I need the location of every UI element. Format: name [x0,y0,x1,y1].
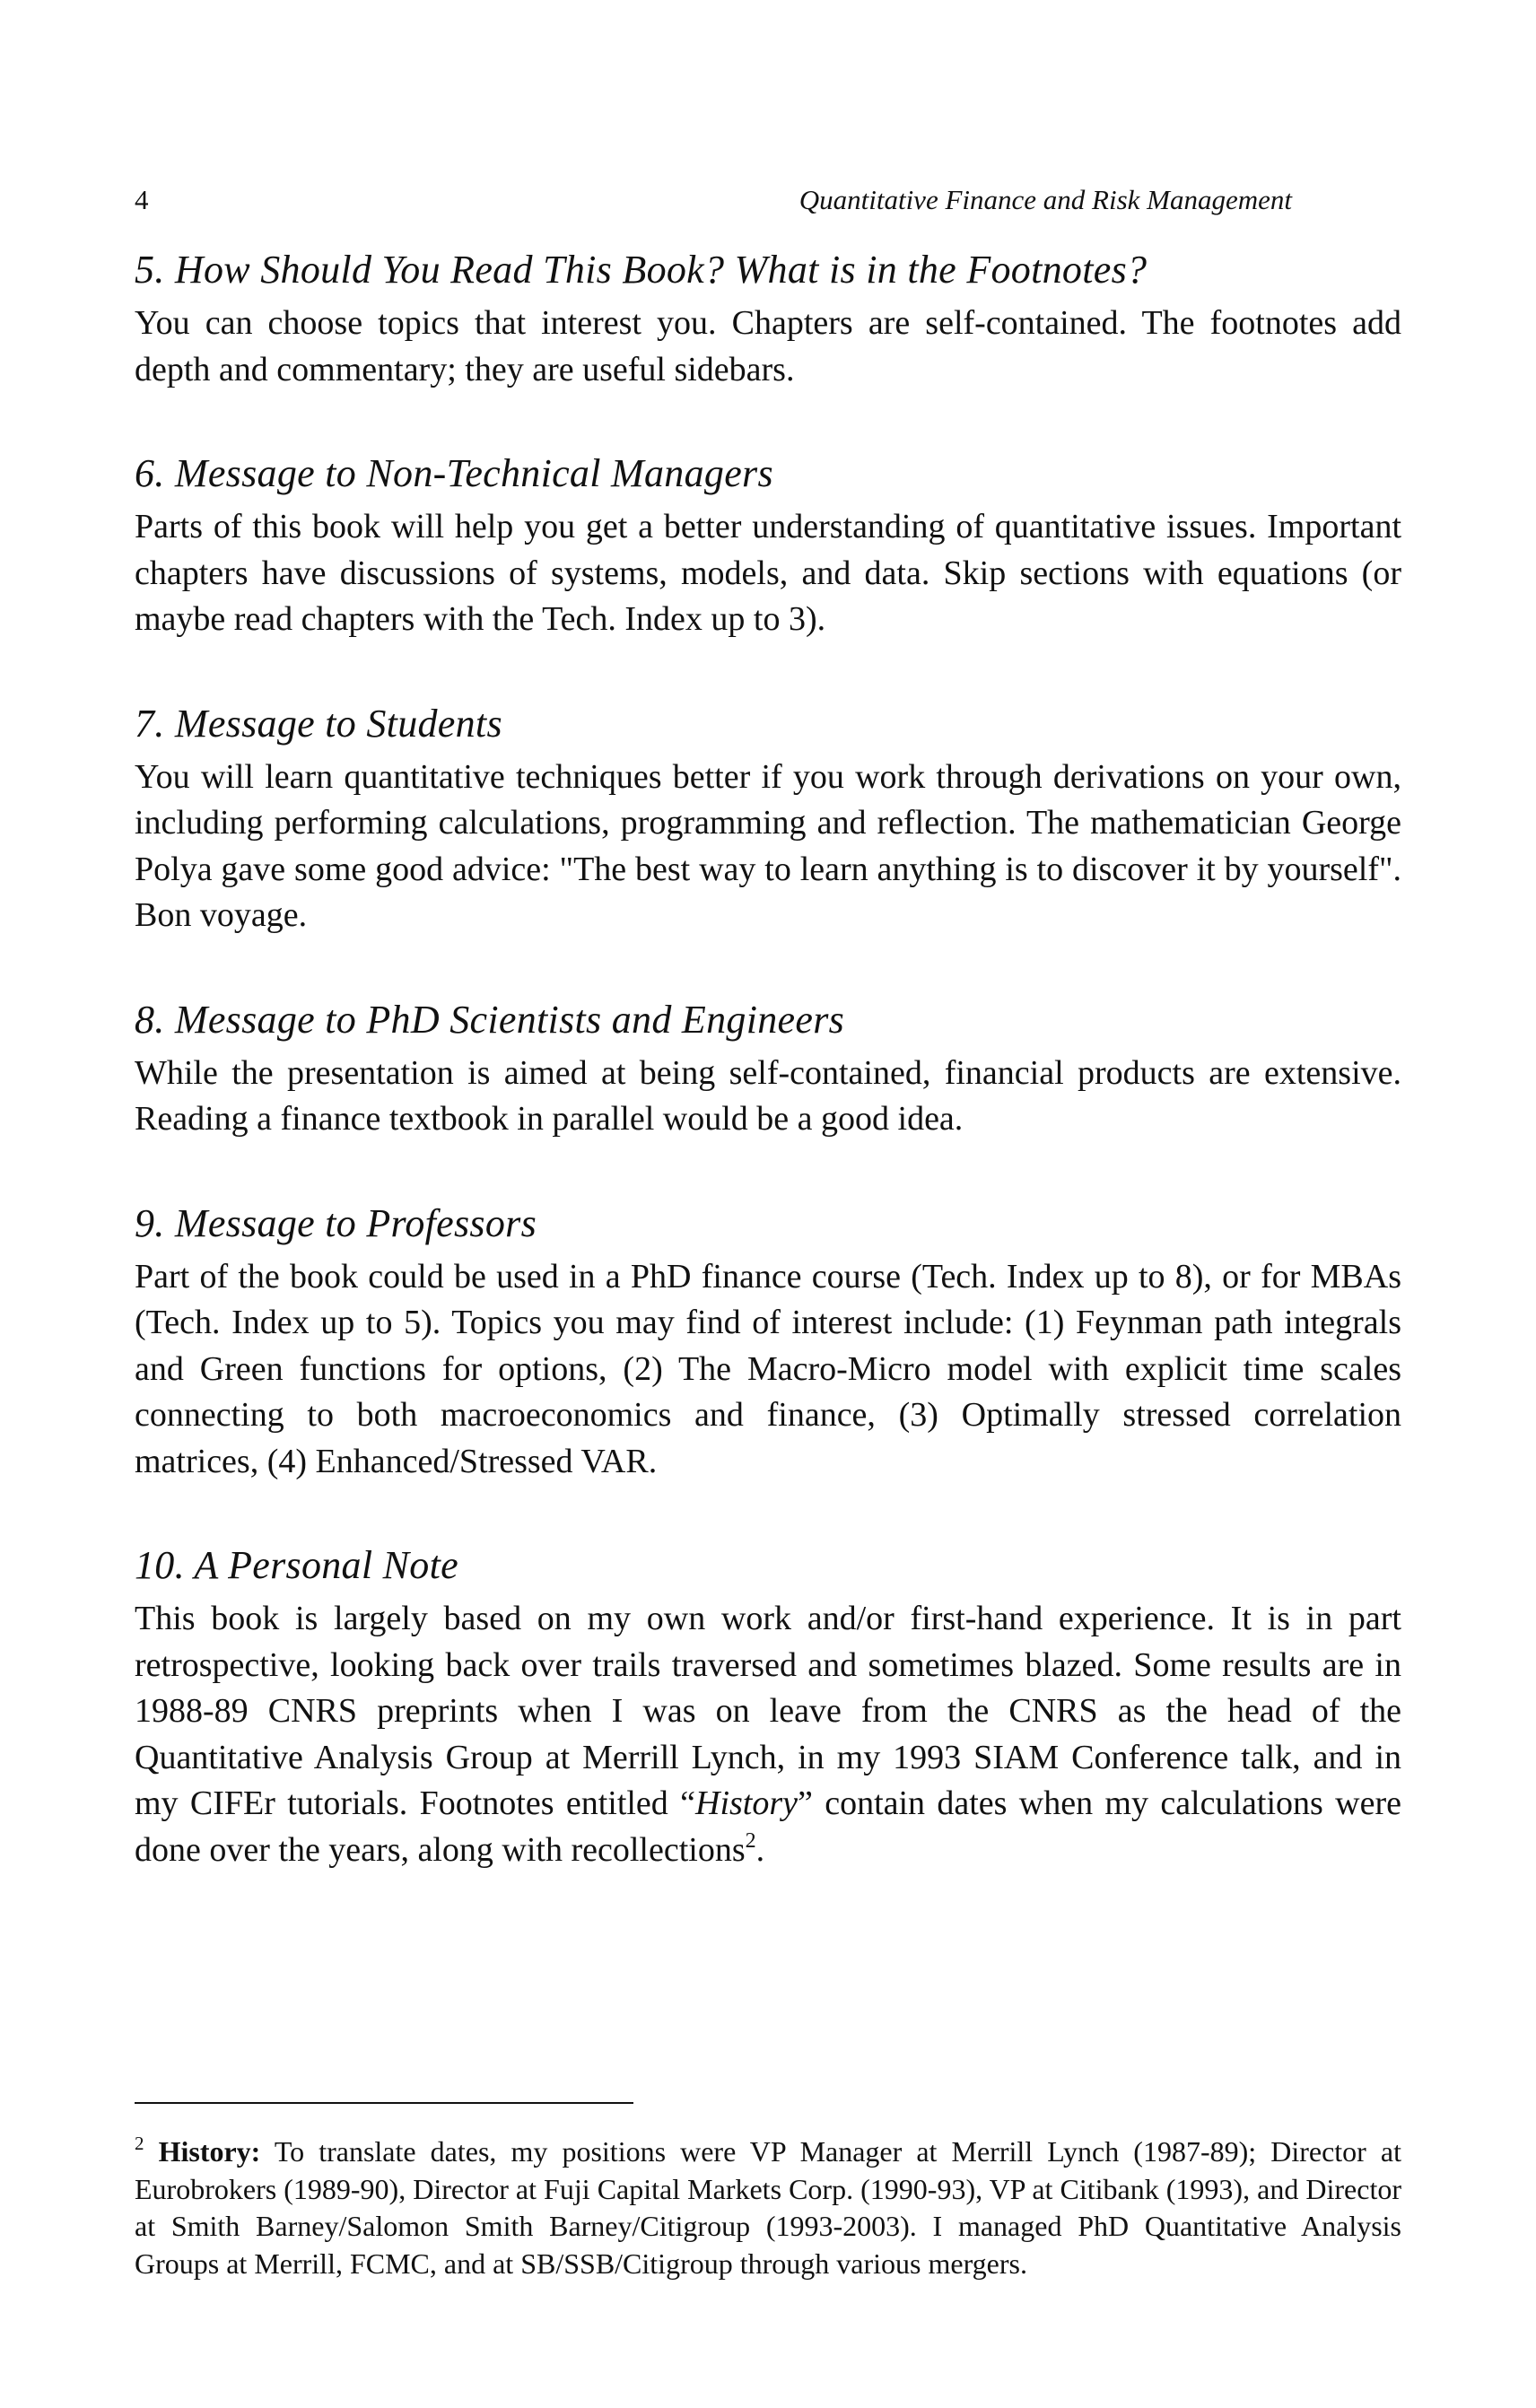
footnote-divider [135,2102,633,2104]
section-title: 6. Message to Non-Technical Managers [135,451,773,495]
history-word: History [695,1784,798,1822]
book-title: Quantitative Finance and Risk Management [799,184,1292,215]
section-students [135,701,1401,939]
section-title: 7. Message to Students [135,701,502,746]
body-text: This book is largely based on my own work and/or first-hand experience. It is in part retrospective, looking back over trails traversed and sometimes blazed. Some results are in 1988-89 CNRS preprints when I was on leave from the CNRS as the head of the Quantitative Analysis Group at Merrill Lynch, in my 1993 SIAM Conference talk, and in my CIFEr tutorials. Footnotes entitled “ [135,1600,1401,1822]
section-body: While the presentation is aimed at being self-contained, financial products are extensive. Reading a finance textbook in parallel would be a good idea. [135,1053,1401,1138]
body-text-continued: ” contain dates when my calculations were done over the years, along with recollections [135,1784,1401,1869]
section-title: 5. How Should You Read This Book? What is in the Footnotes? [135,248,1148,292]
section-title: 8. Message to PhD Scientists and Engineers [135,997,845,1042]
page-content [135,247,1401,1873]
running-head [135,179,1292,221]
section-title: 10. A Personal Note [135,1543,458,1587]
footnote [135,2133,1401,2282]
footnote-label: History: [158,2135,261,2168]
section-body: Part of the book could be used in a PhD finance course (Tech. Index up to 8), or for MBAs (Tech. Index up to 5). Topics you may find of interest include: (1) Feynman path integrals and Green functions for options, (2) The Macro-Micro model with explicit time scales connecting to both macroeconomics and finance, (3) Optimally stressed correlation matrices, (4) Enhanced/Stressed VAR. [135,1257,1401,1480]
page-number: 4 [135,184,149,215]
footnote-reference[interactable]: 2 [745,1828,756,1853]
section-personal-note [135,1542,1401,1873]
section-title: 9. Message to Professors [135,1200,537,1245]
section-body: Parts of this book will help you get a better understanding of quantitative issues. Important chapters have discussions of systems, models, and data. Skip sections with equations (or maybe read chapters with the Tech. Index up to 3). [135,508,1401,638]
section-reading-guide [135,247,1401,393]
body-text-end: . [755,1830,765,1869]
section-professors [135,1200,1401,1486]
section-scientists [135,997,1401,1143]
section-body: You can choose topics that interest you. Chapters are self-contained. The footnotes add depth and commentary; they are useful sidebars. [135,304,1401,388]
section-body: You will learn quantitative techniques better if you work through derivations on your own, including performing calculations, programming and reflection. The mathematician George Polya gave some good advice: "The best way to learn anything is to discover it by yourself". Bon voyage. [135,757,1401,934]
section-body [135,1596,1401,1873]
footnote-number: 2 [135,2133,144,2154]
section-managers [135,450,1401,643]
footnote-text: To translate dates, my positions were VP Manager at Merrill Lynch (1987-89); Director at Eurobrokers (1989-90), Director at Fuji Capital Markets Corp. (1990-93), VP at Citibank (1993), and Director at Smith Barney/Salomon Smith Barney/Citigroup (1993-2003). I managed PhD Quantitative Analysis Groups at Merrill, FCMC, and at SB/SSB/Citigroup through various mergers. [135,2135,1402,2280]
